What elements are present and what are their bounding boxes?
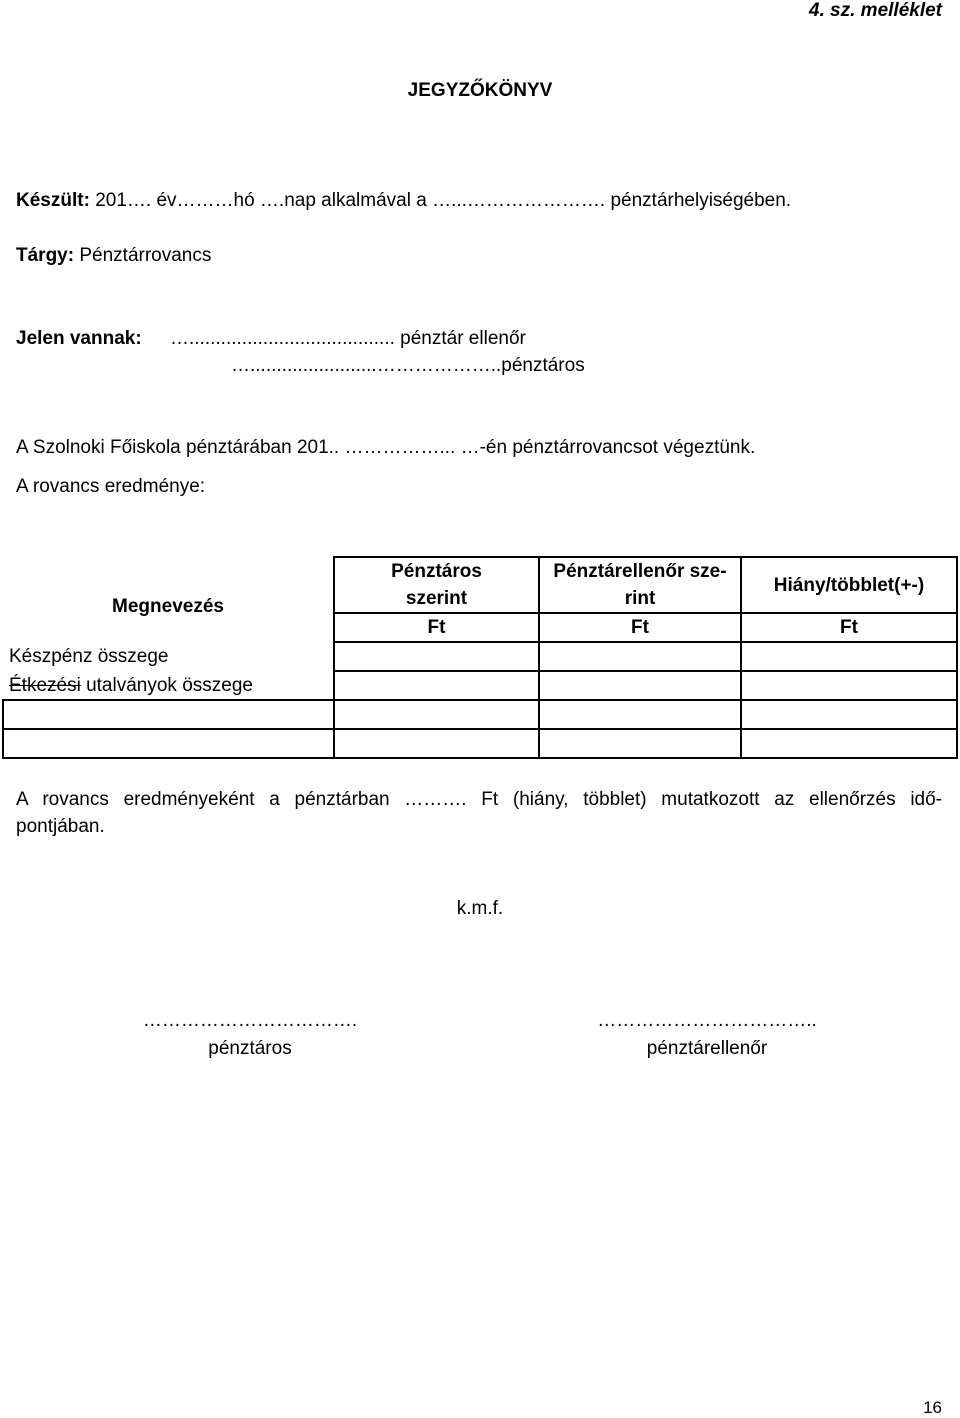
table-header-row <box>3 557 957 613</box>
cell-vouchers-controller <box>539 671 741 700</box>
present-cashier: …........................………………..pénztáros <box>231 355 585 376</box>
unit-cashier: Ft <box>334 613 539 642</box>
header-controller-line1: Pénztárellenőr sze- <box>553 561 727 582</box>
present-controller: …....................................... pénztár ellenőr <box>170 328 526 349</box>
audit-table <box>2 556 958 759</box>
cell-empty-1a <box>3 700 334 729</box>
subject-label: Tárgy: <box>16 245 75 266</box>
kmf-label: k.m.f. <box>456 898 504 919</box>
page-number: 16 <box>923 1398 942 1417</box>
table-row <box>3 642 957 671</box>
annex-label: 4. sz. melléklet <box>808 0 942 21</box>
result-line-2: pontjában. <box>16 816 105 837</box>
struck-word: Étkezési <box>9 674 81 696</box>
header-name <box>3 557 334 642</box>
cell-empty-1d <box>741 700 957 729</box>
header-diff <box>741 557 957 613</box>
statement-text: A Szolnoki Főiskola pénztárában 201.. ……………... …-én pénztárrovancsot végeztünk. <box>16 437 756 458</box>
present-label: Jelen vannak: <box>16 328 142 349</box>
cell-vouchers-cashier <box>334 671 539 700</box>
subject-line <box>16 245 211 267</box>
header-diff-text: Hiány/többlet(+-) <box>773 574 925 596</box>
row-label-vouchers-text: utalványok összege <box>80 674 253 696</box>
document-title: JEGYZŐKÖNYV <box>407 80 553 101</box>
row-label-vouchers <box>3 671 334 700</box>
made-label: Készült: <box>16 190 90 211</box>
header-cashier <box>334 557 539 613</box>
cell-empty-2b <box>334 729 539 758</box>
cell-empty-1c <box>539 700 741 729</box>
cell-vouchers-diff <box>741 671 957 700</box>
signature-controller <box>587 1010 827 1060</box>
cell-cash-cashier <box>334 642 539 671</box>
made-text: 201…. év………hó ….nap alkalmával a …...…………………. pénztárhelyiségében. <box>95 190 792 211</box>
signature-controller-line: …………………………….. <box>597 1010 817 1031</box>
header-cashier-line1: Pénztáros <box>391 561 482 582</box>
cell-empty-2d <box>741 729 957 758</box>
table-row <box>3 729 957 758</box>
subject-text: Pénztárrovancs <box>79 245 212 266</box>
signature-controller-label: pénztárellenőr <box>646 1038 768 1059</box>
signature-cashier-label: pénztáros <box>208 1038 292 1059</box>
unit-controller: Ft <box>539 613 741 642</box>
result-line-1: A rovancs eredményeként a pénztárban ………. Ft (hiány, többlet) mutatkozott az ellenőrzés idő- <box>16 789 942 810</box>
header-cashier-line2: szerint <box>405 588 468 609</box>
header-controller <box>539 557 741 613</box>
table-row <box>3 671 957 700</box>
header-controller-line2: rint <box>624 588 656 609</box>
signature-cashier <box>130 1010 370 1060</box>
cell-empty-2c <box>539 729 741 758</box>
unit-diff: Ft <box>741 613 957 642</box>
cell-cash-diff <box>741 642 957 671</box>
cell-empty-1b <box>334 700 539 729</box>
cell-empty-2a <box>3 729 334 758</box>
result-label: A rovancs eredménye: <box>16 476 206 497</box>
cell-cash-controller <box>539 642 741 671</box>
made-line <box>16 190 791 212</box>
table-row <box>3 700 957 729</box>
signature-cashier-line: ……………………………. <box>142 1010 358 1031</box>
result-paragraph <box>16 786 942 840</box>
row-label-cash: Készpénz összege <box>3 642 334 671</box>
header-name-text: Megnevezés <box>112 596 224 617</box>
